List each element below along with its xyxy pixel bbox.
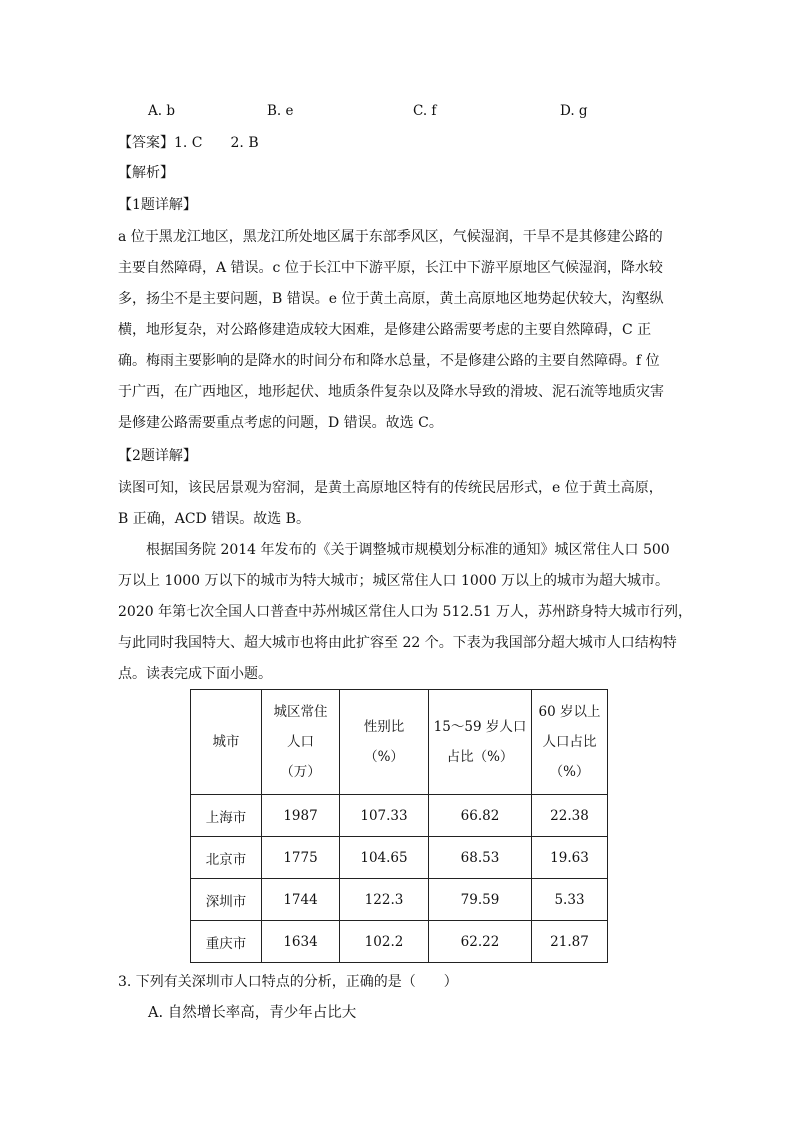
cell-city: 上海市 <box>191 795 262 837</box>
cell-working-age: 79.59 <box>429 879 532 921</box>
cell-working-age: 66.82 <box>429 795 532 837</box>
q1-line: 横，地形复杂，对公路修建造成较大困难，是修建公路需要考虑的主要自然障碍，C 正 <box>118 322 652 338</box>
question-3-option-a: A. 自然增长率高，青少年占比大 <box>148 1005 357 1021</box>
header-working-age: 15～59 岁人口 占比（%） <box>429 690 532 795</box>
intro-line: 根据国务院 2014 年发布的《关于调整城市规模划分标准的通知》城区常住人口 500 <box>118 542 670 558</box>
cell-elderly: 5.33 <box>532 879 608 921</box>
intro-line: 2020 年第七次全国人口普查中苏州城区常住人口为 512.51 万人，苏州跻身特大城市行列， <box>118 604 692 620</box>
cell-working-age: 62.22 <box>429 921 532 963</box>
table-row <box>191 837 608 879</box>
q1-explanation <box>118 222 678 439</box>
q1-line: a 位于黑龙江地区，黑龙江所处地区属于东部季风区，气候湿润，干旱不是其修建公路的 <box>118 229 663 245</box>
intro-line: 与此同时我国特大、超大城市也将由此扩容至 22 个。下表为我国部分超大城市人口结构特 <box>118 635 677 651</box>
cell-elderly: 21.87 <box>532 921 608 963</box>
q1-line: 于广西，在广西地区，地形起伏、地质条件复杂以及降水导致的滑坡、泥石流等地质灾害 <box>118 384 664 400</box>
intro-line: 点。读表完成下面小题。 <box>118 666 272 682</box>
cell-elderly: 22.38 <box>532 795 608 837</box>
q1-heading: 【1题详解】 <box>118 197 197 213</box>
cell-city: 北京市 <box>191 837 262 879</box>
cell-sex-ratio: 122.3 <box>340 879 429 921</box>
q1-line: 多，扬尘不是主要问题，B 错误。e 位于黄土高原，黄土高原地区地势起伏较大，沟壑纵 <box>118 291 664 307</box>
header-population: 城区常住 人口 （万） <box>262 690 340 795</box>
population-table <box>190 689 608 963</box>
table-header-row <box>191 690 608 795</box>
cell-city: 深圳市 <box>191 879 262 921</box>
table-row <box>191 795 608 837</box>
cell-elderly: 19.63 <box>532 837 608 879</box>
q1-line: 是修建公路需要重点考虑的问题，D 错误。故选 C。 <box>118 415 443 431</box>
header-city: 城市 <box>191 690 262 795</box>
cell-population: 1775 <box>262 837 340 879</box>
cell-sex-ratio: 107.33 <box>340 795 429 837</box>
cell-city: 重庆市 <box>191 921 262 963</box>
q2-line: 读图可知，该民居景观为窑洞，是黄土高原地区特有的传统民居形式，e 位于黄土高原， <box>118 480 663 496</box>
analysis-heading: 【解析】 <box>118 165 174 181</box>
option-d-prev: D. g <box>560 103 588 119</box>
cell-working-age: 68.53 <box>429 837 532 879</box>
cell-population: 1987 <box>262 795 340 837</box>
cell-population: 1634 <box>262 921 340 963</box>
q2-line: B 正确，ACD 错误。故选 B。 <box>118 511 310 527</box>
q2-heading: 【2题详解】 <box>118 448 197 464</box>
table-row <box>191 921 608 963</box>
answer-line: 【答案】1. C 2. B <box>118 135 259 151</box>
q1-line: 确。梅雨主要影响的是降水的时间分布和降水总量，不是修建公路的主要自然障碍。f 位 <box>118 353 660 369</box>
q1-line: 主要自然障碍，A 错误。c 位于长江中下游平原，长江中下游平原地区气候湿润，降水较 <box>118 260 663 276</box>
cell-sex-ratio: 104.65 <box>340 837 429 879</box>
q2-explanation <box>118 473 678 535</box>
table-row <box>191 879 608 921</box>
cell-population: 1744 <box>262 879 340 921</box>
header-sex-ratio: 性别比 （%） <box>340 690 429 795</box>
option-c-prev: C. f <box>413 103 437 119</box>
option-b-prev: B. e <box>267 103 294 119</box>
intro-line: 万以上 1000 万以下的城市为特大城市；城区常住人口 1000 万以上的城市为超大城市。 <box>118 573 670 589</box>
intro-paragraph <box>118 535 692 690</box>
cell-sex-ratio: 102.2 <box>340 921 429 963</box>
question-3-stem: 3. 下列有关深圳市人口特点的分析，正确的是（ ） <box>118 974 458 990</box>
header-elderly: 60 岁以上 人口占比 （%） <box>532 690 608 795</box>
option-a-prev: A. b <box>148 103 175 119</box>
